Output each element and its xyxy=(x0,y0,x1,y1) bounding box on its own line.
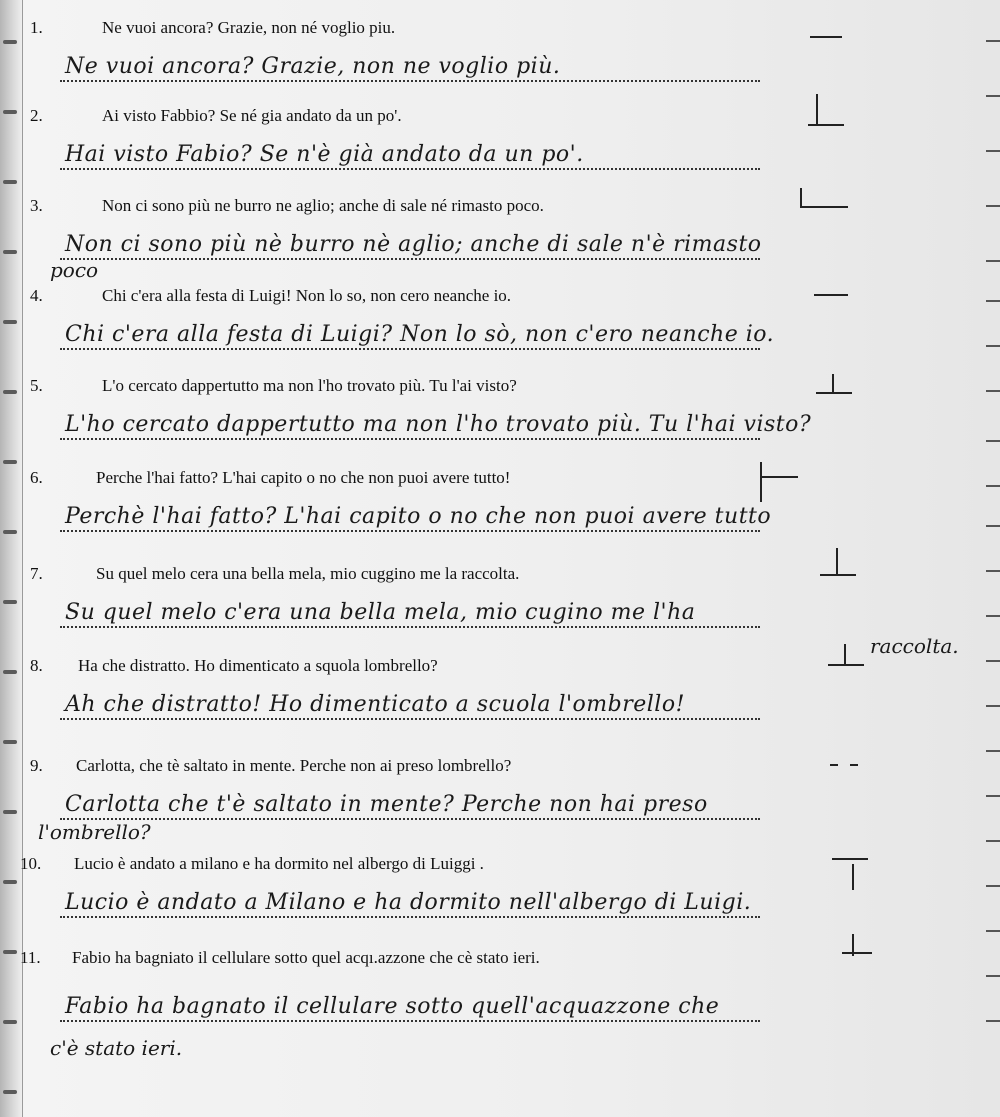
handwritten-answer: Ah che distratto! Ho dimenticato a scuola l'ombrello! xyxy=(65,692,685,717)
answer-line xyxy=(60,80,760,82)
handwritten-answer-overflow: l'ombrello? xyxy=(38,820,151,844)
answer-line xyxy=(60,626,760,628)
exercise-number: 1. xyxy=(30,18,43,37)
exercise-question: Su quel melo cera una bella mela, mio cuggino me la raccolta. xyxy=(96,564,520,583)
right-margin-ticks xyxy=(988,0,1000,1117)
exercise-question: Perche l'hai fatto? L'hai capito o no che non puoi avere tutto! xyxy=(96,468,511,487)
exercise-question: Ai visto Fabbio? Se né gia andato da un po'. xyxy=(102,106,402,125)
exercise-number: 3. xyxy=(30,196,43,215)
exercise-number: 4. xyxy=(30,286,43,305)
exercise-question: Lucio è andato a milano e ha dormito nel albergo di Luiggi . xyxy=(74,854,484,873)
answer-line xyxy=(60,258,760,260)
handwritten-answer-overflow: raccolta. xyxy=(870,634,959,658)
answer-line xyxy=(60,718,760,720)
exercise-number: 5. xyxy=(30,376,43,395)
exercise-question: Fabio ha bagniato il cellulare sotto quel acqı.azzone che cè stato ieri. xyxy=(72,948,540,967)
answer-line xyxy=(60,438,760,440)
handwritten-answer: Carlotta che t'è saltato in mente? Perche non hai preso xyxy=(65,792,708,817)
exercise-question: Chi c'era alla festa di Luigi! Non lo so, non cero neanche io. xyxy=(102,286,512,305)
handwritten-answer: Ne vuoi ancora? Grazie, non ne voglio più. xyxy=(65,54,561,79)
exercise-question: Carlotta, che tè saltato in mente. Perche non ai preso lombrello? xyxy=(76,756,512,775)
exercise-question: Non ci sono più ne burro ne aglio; anche di sale né rimasto poco. xyxy=(102,196,544,215)
handwritten-answer: L'ho cercato dappertutto ma non l'ho trovato più. Tu l'hai visto? xyxy=(65,412,812,437)
exercise-number: 11. xyxy=(20,948,41,967)
handwritten-answer: Su quel melo c'era una bella mela, mio cugino me l'ha xyxy=(65,600,696,625)
handwritten-answer: Fabio ha bagnato il cellulare sotto quell'acquazzone che xyxy=(65,994,720,1019)
handwritten-answer: Perchè l'hai fatto? L'hai capito o no che non puoi avere tutto xyxy=(65,504,772,529)
answer-line xyxy=(60,530,760,532)
exercise-question: L'o cercato dappertutto ma non l'ho trovato più. Tu l'ai visto? xyxy=(102,376,517,395)
exercise-number: 8. xyxy=(30,656,43,675)
exercise-number: 6. xyxy=(30,468,43,487)
handwritten-answer: Hai visto Fabio? Se n'è già andato da un po'. xyxy=(65,142,584,167)
handwritten-answer: Lucio è andato a Milano e ha dormito nell'albergo di Luigi. xyxy=(65,890,752,915)
answer-line xyxy=(60,1020,760,1022)
binding-holes xyxy=(3,0,19,1117)
handwritten-answer-overflow: c'è stato ieri. xyxy=(50,1036,183,1060)
answer-line xyxy=(60,348,760,350)
exercise-number: 2. xyxy=(30,106,43,125)
exercise-question: Ne vuoi ancora? Grazie, non né voglio piu. xyxy=(102,18,396,37)
handwritten-answer: Chi c'era alla festa di Luigi? Non lo sò, non c'ero neanche io. xyxy=(65,322,775,347)
exercise-question: Ha che distratto. Ho dimenticato a squola lombrello? xyxy=(78,656,438,675)
exercise-number: 7. xyxy=(30,564,43,583)
answer-line xyxy=(60,818,760,820)
exercise-number: 10. xyxy=(20,854,42,873)
handwritten-answer: Non ci sono più nè burro nè aglio; anche di sale n'è rimasto xyxy=(65,232,762,257)
answer-line xyxy=(60,916,760,918)
answer-line xyxy=(60,168,760,170)
handwritten-answer-overflow: poco xyxy=(50,258,99,282)
exercise-number: 9. xyxy=(30,756,43,775)
